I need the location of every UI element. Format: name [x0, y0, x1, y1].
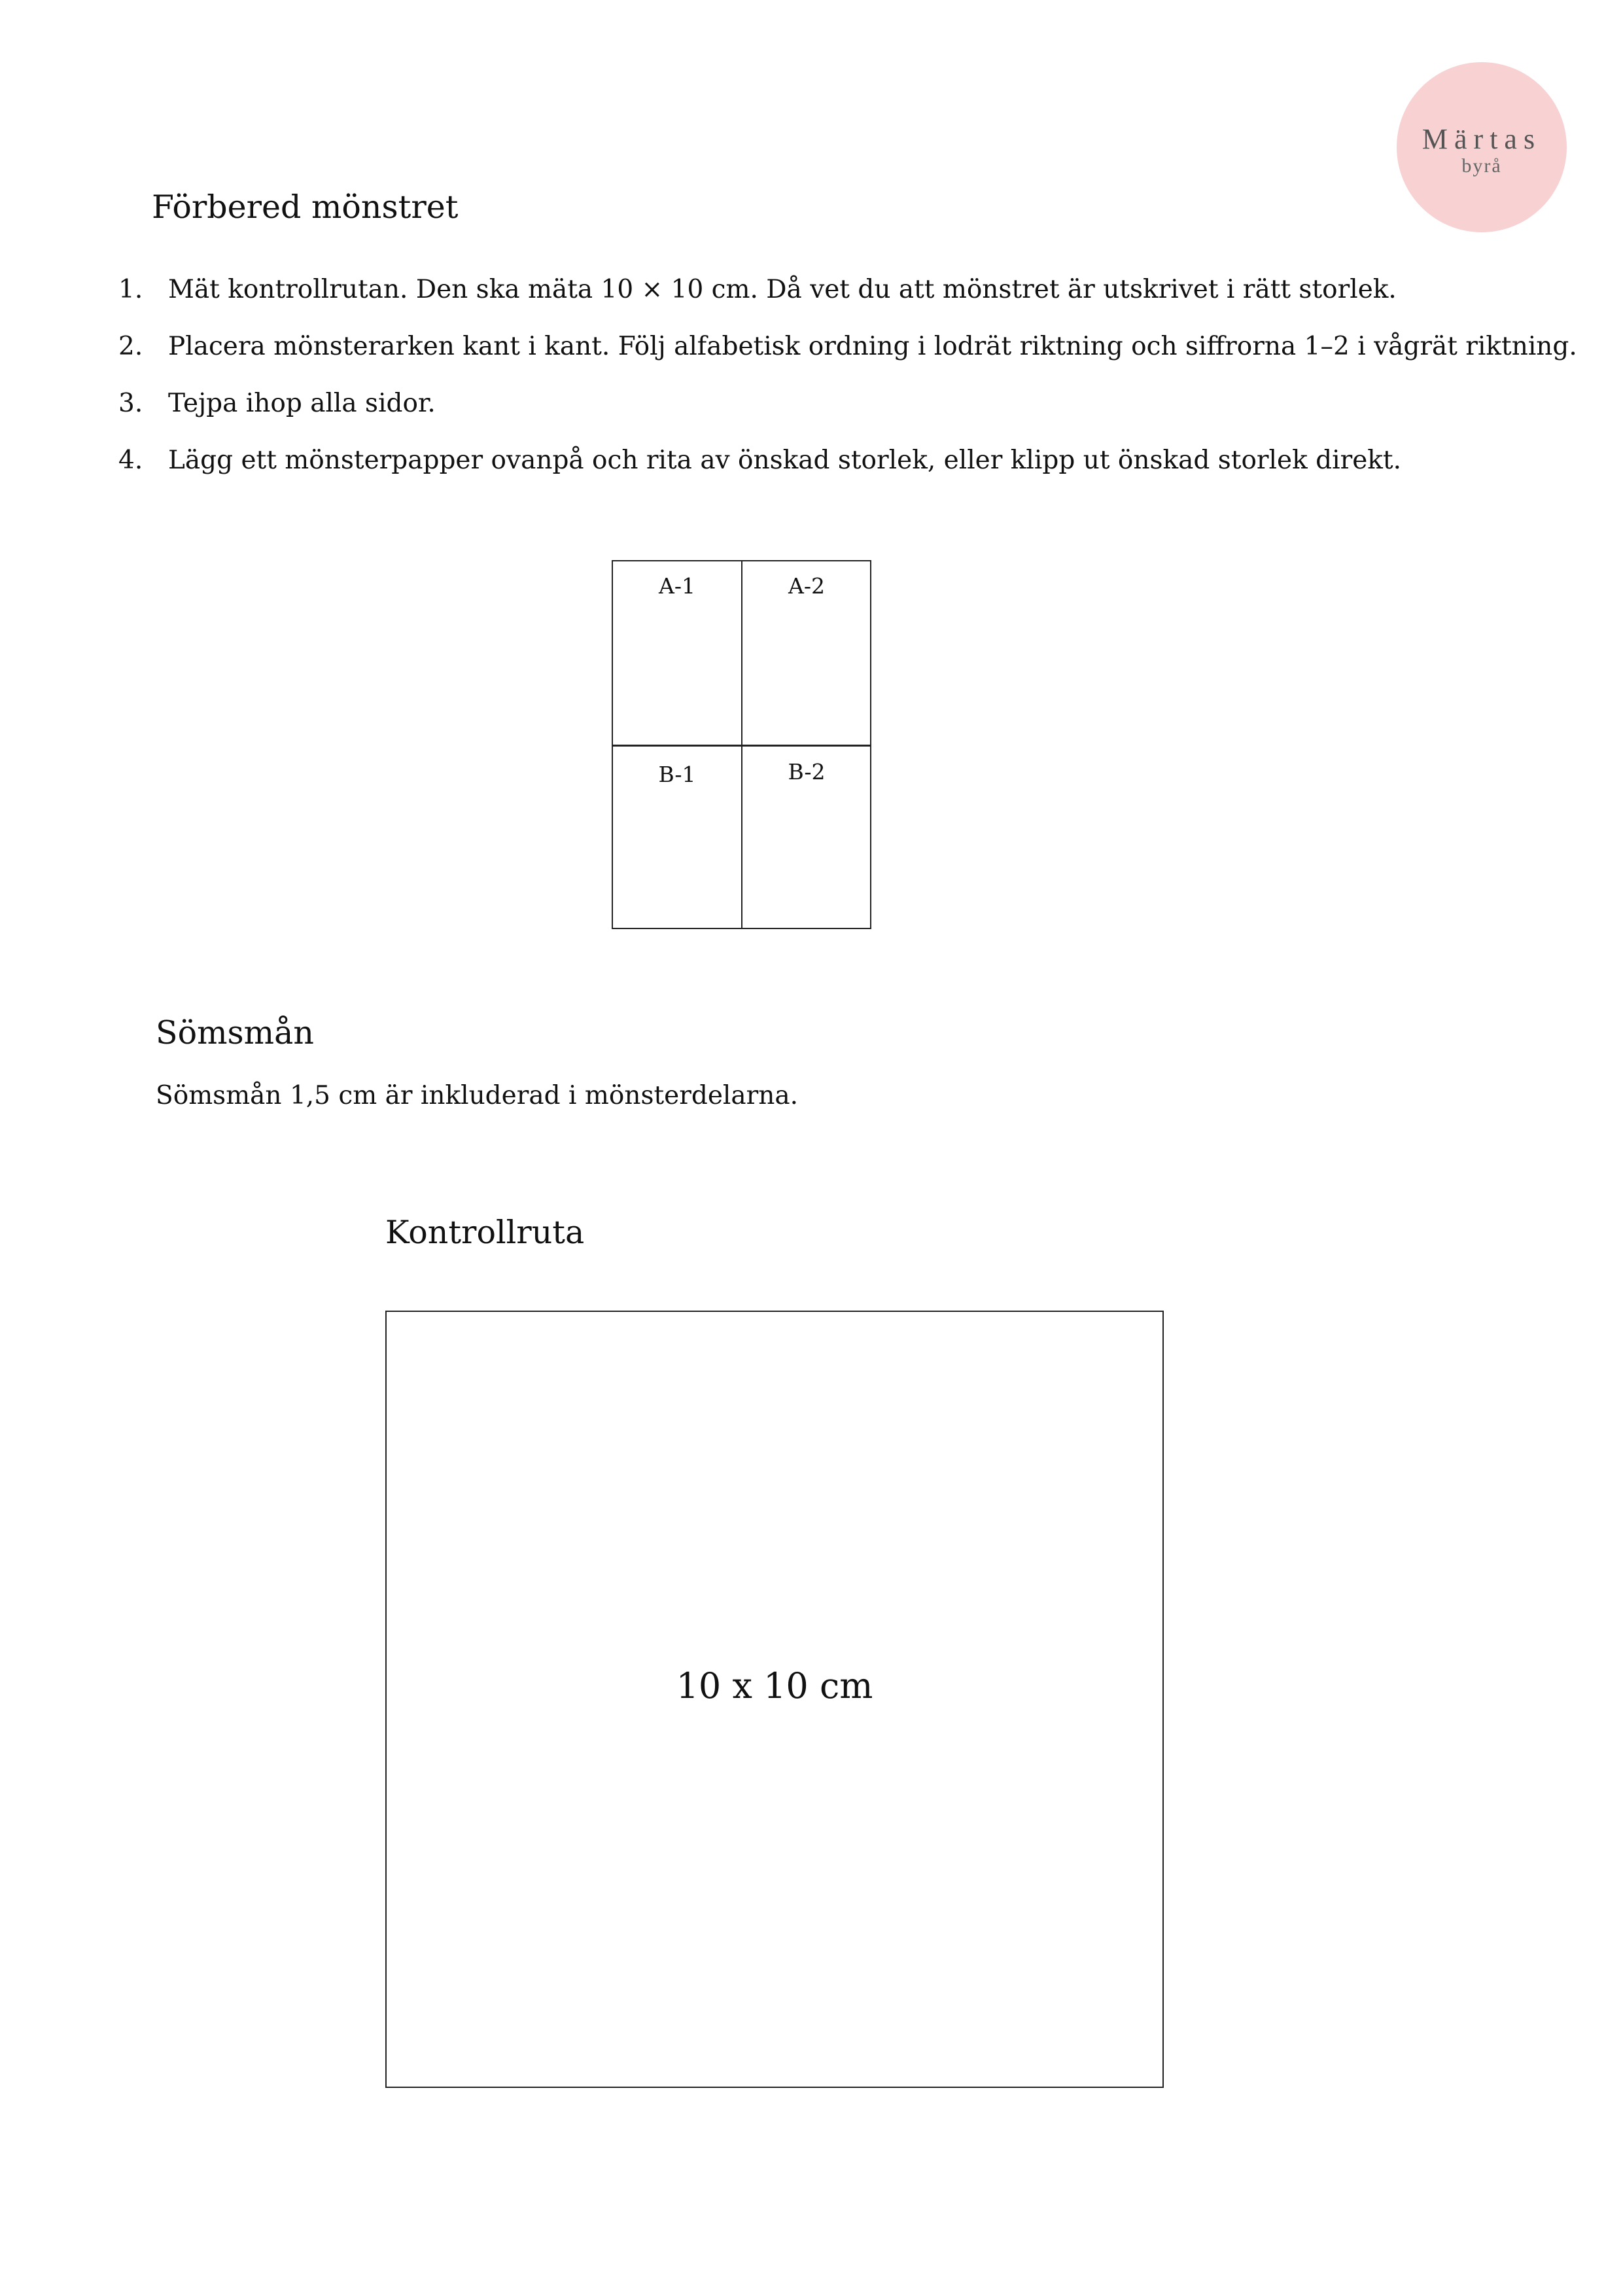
control-square-heading: Kontrollruta: [385, 1214, 585, 1251]
logo-name: Märtas: [1422, 123, 1542, 155]
seam-heading: Sömsmån: [156, 1014, 314, 1051]
control-square: [385, 1311, 1164, 2088]
grid-cell-a2-label: A-2: [788, 573, 825, 599]
list-item-text: Mät kontrollrutan. Den ska mäta 10 × 10 cm. Då vet du att mönstret är utskrivet i rätt storlek.: [168, 275, 1397, 304]
sheet-order-grid: [612, 560, 871, 929]
grid-cell-b2-label: B-2: [788, 759, 826, 785]
list-item-text: Tejpa ihop alla sidor.: [168, 389, 436, 418]
logo: [1397, 62, 1567, 232]
seam-text: Sömsmån 1,5 cm är inkluderad i mönsterdelarna.: [156, 1081, 799, 1110]
list-item-number: 2.: [118, 332, 143, 361]
list-item-text: Lägg ett mönsterpapper ovanpå och rita av önskad storlek, eller klipp ut önskad storlek direkt.: [168, 446, 1402, 475]
list-item-text: Placera mönsterarken kant i kant. Följ alfabetisk ordning i lodrät riktning och siffrorna 1–2 i vågrät riktning.: [168, 332, 1577, 361]
grid-cell-a1-label: A-1: [659, 573, 695, 599]
grid-divider-horizontal: [613, 745, 870, 747]
grid-cell-b1-label: B-1: [658, 762, 696, 787]
control-square-label: 10 x 10 cm: [676, 1665, 873, 1706]
logo-subtitle: byrå: [1461, 155, 1502, 177]
prepare-heading: Förbered mönstret: [152, 188, 459, 226]
list-item-number: 1.: [118, 275, 143, 304]
list-item-number: 4.: [118, 446, 143, 475]
list-item-number: 3.: [118, 389, 143, 418]
